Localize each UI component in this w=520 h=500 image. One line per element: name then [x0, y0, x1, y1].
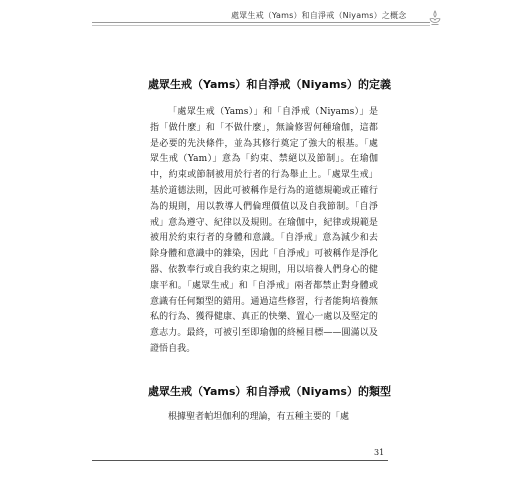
section-heading-definition: 處眾生戒（Yams）和自淨戒（Niyams）的定義	[148, 78, 391, 91]
section-heading-types: 處眾生戒（Yams）和自淨戒（Niyams）的類型	[148, 385, 391, 398]
lotus-lamp-icon	[428, 10, 442, 26]
body-paragraph-types: 根據聖者帕坦伽利的理論，有五種主要的「處	[168, 412, 350, 422]
running-header-title: 處眾生戒（Yams）和自淨戒（Niyams）之概念	[228, 10, 409, 21]
body-paragraph-definition: 「處眾生戒（Yams）」和「自淨戒（Niyams）」是指「做什麼」和「不做什麼」，無論修習何種瑜伽，這都是必要的先決條件，並為其修行奠定了強大的根基。「處眾生戒（Yam）」意為「約束、禁絕以及節制」。在瑜伽中，約束或節制被用於行者的行為舉止上。「處眾生戒」基於道德法則，因此可被稱作是行為的道德規範或正確行為的規則，用以教導人們倫理價值以及自我節制。「自淨戒」意為遵守、紀律以及規則。在瑜伽中，紀律或規範是被用於約束行者的身體和意識。「自淨戒」意為減少和去除身體和意識中的雜染，因此「自淨戒」可被稱作是淨化器、依教奉行或自我約束之規則，用以培養人們身心的健康平和。「處眾生戒」和「自淨戒」兩者都禁止對身體或意識有任何類型的錯用。通過這些修習，行者能夠培養無私的行為、獲得健康、真正的快樂、置心一處以及堅定的意志力。最終，可被引至即瑜伽的終極目標——圓滿以及證悟自我。	[150, 107, 378, 354]
header-rule	[92, 22, 430, 23]
page-number: 31	[374, 448, 385, 457]
footer-rule	[92, 460, 388, 461]
